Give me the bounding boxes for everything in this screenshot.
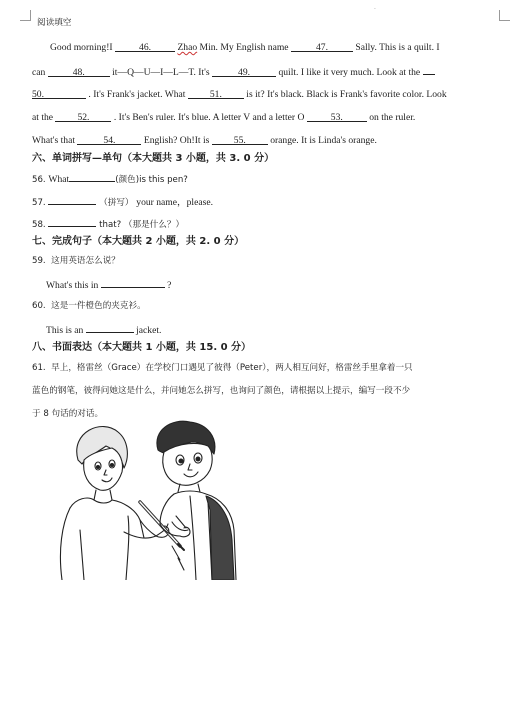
illustration-grace-and-peter	[40, 420, 255, 580]
question-number: 61.	[32, 363, 46, 373]
blank-48[interactable]: 48.	[48, 67, 110, 77]
page-corner-mark	[499, 10, 510, 21]
question-number: 59.	[32, 256, 46, 266]
blank-58[interactable]	[48, 217, 96, 227]
question-number: 58.	[32, 220, 46, 230]
blank-56[interactable]	[69, 172, 115, 182]
passage-text: . It's Ben's ruler. It's blue. A letter V and a letter O	[113, 112, 307, 123]
question-58	[32, 217, 184, 231]
question-text: that? （那是什么？）	[99, 220, 185, 230]
passage-text: is it? It's black. Black is Frank's favorite color. Look	[246, 89, 447, 100]
passage-text: at the	[32, 112, 56, 123]
question-text: This is an	[46, 325, 84, 336]
page-corner-mark	[20, 10, 31, 21]
passage-text: What's that	[32, 135, 78, 146]
question-56	[32, 172, 188, 186]
passage-text: orange. It is Linda's orange.	[270, 135, 377, 146]
question-60	[32, 300, 146, 312]
question-text: your name，please.	[136, 197, 213, 208]
question-61-line-3: 于 8 句话的对话。	[32, 409, 104, 419]
question-61-line-2: 蓝色的钢笔，彼得问她这是什么，并问她怎么拼写，也询问了颜色，请根据以上提示，编写一段不少	[32, 386, 411, 396]
passage-line-2	[32, 65, 435, 79]
section-6-heading: 六、单词拼写—单句（本大题共 3 小题，共 3. 0 分）	[32, 153, 275, 164]
blank-54[interactable]: 54.	[77, 135, 141, 145]
question-hint: （拼写）	[99, 198, 134, 208]
section-read-title: 阅读填空	[37, 18, 72, 28]
question-text: 早上，格雷丝（Grace）在学校门口遇见了彼得（Peter），两人相互问好，格雷丝手里拿着一只	[51, 363, 413, 373]
passage-text: on the ruler.	[369, 112, 416, 123]
question-prompt: 这是一件橙色的夹克衫。	[51, 301, 146, 311]
page-dot: ·	[374, 6, 376, 13]
question-61-line-1	[32, 362, 413, 374]
question-prompt: 这用英语怎么说？	[51, 256, 120, 266]
passage-text: can	[32, 67, 46, 78]
passage-text: Sally. This is a quilt. I	[355, 42, 440, 53]
section-7-heading: 七、完成句子（本大题共 2 小题，共 2. 0 分）	[32, 236, 245, 247]
blank-60[interactable]	[86, 323, 134, 333]
passage-line-3	[32, 89, 447, 101]
blank-57[interactable]	[48, 195, 96, 205]
question-59-answer	[46, 278, 171, 292]
passage-text: Min. My English name	[197, 42, 291, 53]
blank-50[interactable]: 50.	[32, 89, 86, 99]
blank-49[interactable]: 49.	[212, 67, 276, 77]
blank-53[interactable]: 53.	[307, 112, 367, 122]
passage-text: English? Oh!It is	[143, 135, 212, 146]
passage-text: . It's Frank's jacket. What	[88, 89, 188, 100]
question-57	[32, 195, 213, 209]
question-number: 56.	[32, 175, 46, 185]
question-number: 60.	[32, 301, 46, 311]
question-text: What	[48, 174, 70, 185]
passage-text: quilt. I like it very much. Look at the	[278, 67, 421, 78]
passage-line-1	[50, 42, 440, 54]
question-60-answer	[46, 323, 161, 337]
question-number: 57.	[32, 198, 46, 208]
passage-line-4	[32, 112, 415, 124]
passage-text: Zhao	[177, 42, 198, 53]
passage-text: Good morning!I	[50, 42, 113, 53]
blank-52[interactable]: 52.	[55, 112, 111, 122]
blank-46[interactable]: 46.	[115, 42, 175, 52]
question-text: ?	[167, 280, 172, 291]
passage-line-5	[32, 135, 377, 147]
question-text: jacket.	[136, 325, 162, 336]
blank-51[interactable]: 51.	[188, 89, 244, 99]
question-59	[32, 255, 120, 267]
question-text: (颜色)is this pen?	[115, 175, 188, 185]
blank-47[interactable]: 47.	[291, 42, 353, 52]
blank-59[interactable]	[101, 278, 165, 288]
blank-50-start[interactable]	[423, 65, 435, 75]
question-text: What's this in	[46, 280, 99, 291]
passage-text: it—Q—U—I—L—T. It's	[112, 67, 213, 78]
blank-55[interactable]: 55.	[212, 135, 268, 145]
section-8-heading: 八、书面表达（本大题共 1 小题，共 15. 0 分）	[32, 342, 252, 353]
